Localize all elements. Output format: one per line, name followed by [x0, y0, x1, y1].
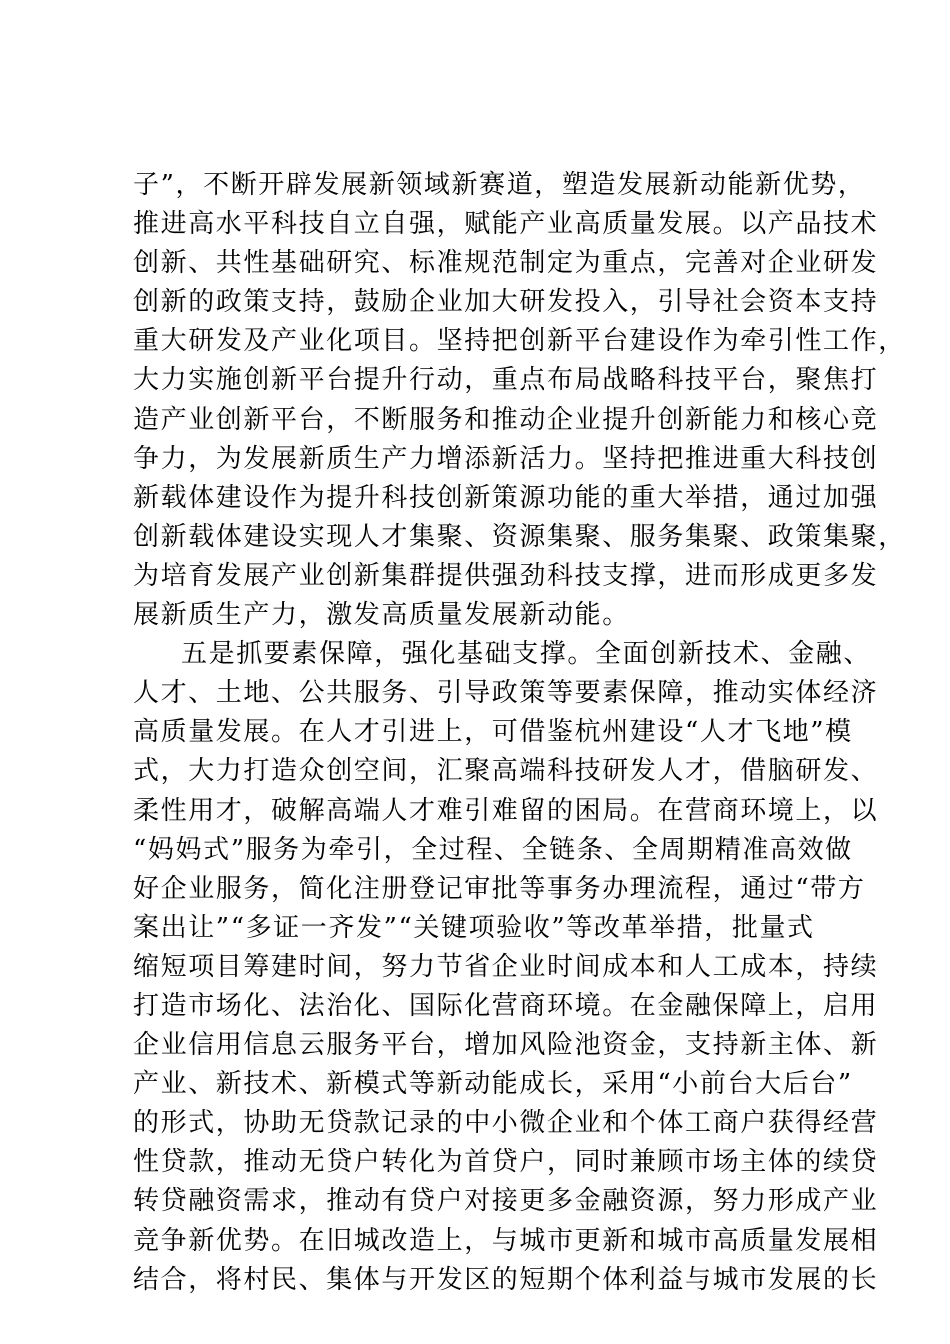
text-line: 竞争新优势。在旧城改造上，与城市更新和城市高质量发展相 [133, 1225, 879, 1256]
text-line: 转贷融资需求，推动有贷户对接更多金融资源，努力形成产业 [133, 1186, 879, 1217]
text-line: 争力，为发展新质生产力增添新活力。坚持把推进重大科技创 [133, 443, 879, 474]
paragraph-start-line: 五是抓要素保障，强化基础支撑。全面创新技术、金融、 [181, 639, 872, 670]
text-line: 为培育发展产业创新集群提供强劲科技支撑，进而形成更多发 [133, 560, 879, 591]
text-line: 产业、新技术、新模式等新动能成长，采用“小前台大后台” [133, 1069, 853, 1100]
text-line: 结合，将村民、集体与开发区的短期个体利益与城市发展的长 [133, 1264, 879, 1295]
text-line: “妈妈式”服务为牵引，全过程、全链条、全周期精准高效做 [133, 834, 853, 865]
text-line: 案出让”“多证一齐发”“关键项验收”等改革举措，批量式 [133, 912, 815, 943]
text-line: 性贷款，推动无贷户转化为首贷户，同时兼顾市场主体的续贷 [133, 1147, 879, 1178]
text-line: 子”，不断开辟发展新领域新赛道，塑造发展新动能新优势， [133, 170, 866, 200]
text-line: 造产业创新平台，不断服务和推动企业提升创新能力和核心竞 [133, 404, 879, 435]
text-line: 大力实施创新平台提升行动，重点布局战略科技平台，聚焦打 [133, 365, 879, 396]
text-line: 高质量发展。在人才引进上，可借鉴杭州建设“人才飞地”模 [133, 717, 853, 748]
text-line: 展新质生产力，激发高质量发展新动能。 [133, 600, 630, 631]
text-line: 人才、土地、公共服务、引导政策等要素保障，推动实体经济 [133, 678, 879, 709]
text-line: 柔性用才，破解高端人才难引难留的困局。在营商环境上，以 [133, 795, 879, 826]
text-line: 创新、共性基础研究、标准规范制定为重点，完善对企业研发 [133, 248, 879, 279]
text-line: 打造市场化、法治化、国际化营商环境。在金融保障上，启用 [133, 990, 879, 1021]
text-line: 缩短项目筹建时间，努力节省企业时间成本和人工成本，持续 [133, 951, 879, 982]
text-line: 新载体建设作为提升科技创新策源功能的重大举措，通过加强 [133, 482, 879, 513]
text-line: 好企业服务，简化注册登记审批等事务办理流程，通过“带方 [133, 873, 866, 904]
text-line: 企业信用信息云服务平台，增加风险池资金，支持新主体、新 [133, 1030, 879, 1061]
text-line: 式，大力打造众创空间，汇聚高端科技研发人才，借脑研发、 [133, 756, 879, 787]
text-line: 推进高水平科技自立自强，赋能产业高质量发展。以产品技术 [133, 209, 879, 240]
text-line: 的形式，协助无贷款记录的中小微企业和个体工商户获得经营 [133, 1108, 879, 1139]
text-line: 创新载体建设实现人才集聚、资源集聚、服务集聚、政策集聚， [133, 521, 906, 552]
text-line: 创新的政策支持，鼓励企业加大研发投入，引导社会资本支持 [133, 287, 879, 318]
text-line: 重大研发及产业化项目。坚持把创新平台建设作为牵引性工作， [133, 326, 906, 357]
body-text [133, 166, 906, 1300]
